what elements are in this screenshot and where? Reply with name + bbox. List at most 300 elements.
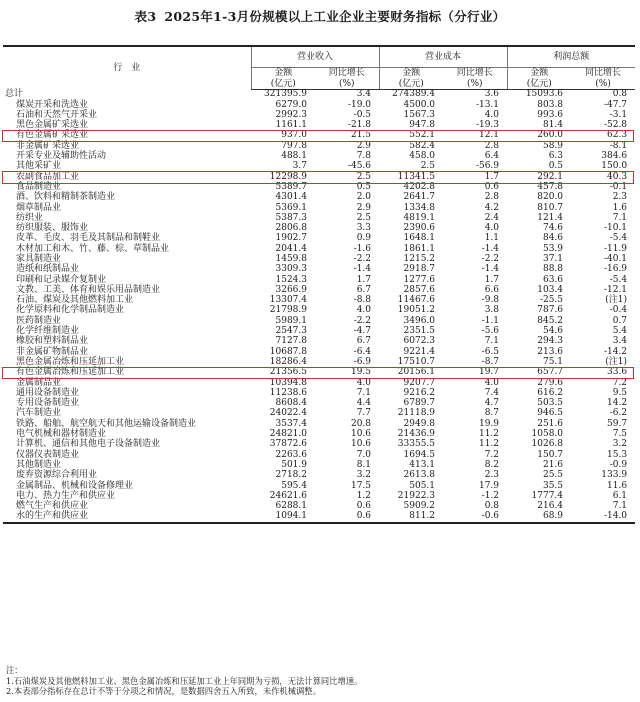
cost-growth: -5.6 (481, 326, 500, 337)
industry-name: 非金属矿采选业 (16, 140, 80, 151)
profit-growth: -0.1 (609, 181, 628, 192)
cost-header: 营业成本 (379, 46, 507, 68)
amount-header: 金额 (379, 68, 443, 79)
revenue-growth: 10.6 (350, 429, 372, 440)
cost-growth: 4.2 (484, 202, 500, 213)
profit-growth: 133.9 (601, 470, 628, 481)
table-row (3, 471, 635, 481)
table-row (3, 317, 635, 327)
cost-growth: -1.1 (481, 315, 500, 326)
cost-amount: 21118.9 (397, 408, 436, 419)
industry-name: 仪器仪表制造业 (16, 449, 80, 460)
revenue-growth: 10.6 (350, 439, 372, 450)
cost-amount: 6072.3 (403, 336, 436, 347)
growth-unit: (%) (315, 79, 379, 90)
table-row (3, 152, 635, 162)
table-row (3, 131, 635, 141)
cost-amount: 4202.8 (403, 181, 436, 192)
cost-amount: 274389.4 (392, 89, 436, 100)
cost-growth: 2.8 (484, 140, 500, 151)
profit-growth: 3.2 (612, 439, 628, 450)
revenue-growth: 21.5 (350, 130, 372, 141)
cost-growth: 19.7 (478, 367, 500, 378)
revenue-amount: 24621.6 (269, 490, 307, 501)
cost-amount: 9216.2 (403, 387, 436, 398)
revenue-amount: 7127.8 (275, 336, 307, 347)
industry-name: 铁路、船舶、航空航天和其他运输设备制造业 (16, 418, 197, 429)
revenue-growth: -6.4 (353, 346, 372, 357)
profit-amount: 1777.4 (531, 490, 564, 501)
table-row (3, 461, 635, 471)
cost-growth: 2.4 (484, 212, 500, 223)
cost-amount: 552.1 (409, 130, 436, 141)
profit-amount: 260.0 (537, 130, 564, 141)
revenue-amount: 21798.9 (269, 305, 307, 316)
profit-growth: -10.1 (603, 223, 628, 234)
profit-amount: 503.5 (537, 398, 564, 409)
revenue-amount: 6288.1 (275, 501, 307, 512)
cost-growth: 8.2 (484, 459, 500, 470)
profit-amount: 0.5 (548, 161, 564, 172)
table-row (3, 111, 635, 121)
table-row (3, 90, 635, 101)
revenue-growth: -2.2 (353, 315, 372, 326)
profit-amount: 35.5 (542, 480, 564, 491)
table-row (3, 450, 635, 460)
revenue-growth: 3.3 (356, 223, 372, 234)
cost-growth: 3.6 (484, 89, 500, 100)
revenue-growth: 4.4 (356, 398, 372, 409)
revenue-growth: 6.7 (356, 336, 372, 347)
industry-name: 皮革、毛皮、羽毛及其制品和制鞋业 (16, 233, 161, 244)
profit-growth: 7.2 (612, 377, 628, 388)
profit-growth: -14.2 (603, 346, 628, 357)
cost-growth: 4.0 (484, 223, 500, 234)
revenue-amount: 5369.1 (275, 202, 307, 213)
cost-amount: 1694.5 (403, 449, 436, 460)
table-title: 2025年1-3月份规模以上工业企业主要财务指标（分行业） (164, 9, 506, 24)
industry-name: 造纸和纸制品业 (16, 264, 80, 275)
table-row (3, 306, 635, 316)
industry-name: 金属制品、机械和设备修理业 (16, 480, 134, 491)
profit-amount: 75.1 (542, 356, 564, 367)
revenue-amount: 13307.4 (269, 295, 307, 306)
profit-growth: -16.9 (603, 264, 628, 275)
table-row (3, 255, 635, 265)
revenue-growth: 19.5 (350, 367, 372, 378)
revenue-amount: 4301.4 (275, 192, 307, 203)
industry-name: 烟草制品业 (16, 202, 62, 213)
industry-name: 家具制造业 (16, 254, 62, 264)
profit-growth: 0.7 (612, 315, 628, 326)
cost-growth: 4.0 (484, 377, 500, 388)
profit-amount: 15093.6 (525, 89, 564, 100)
revenue-amount: 3537.4 (275, 418, 307, 429)
revenue-amount: 321395.9 (264, 89, 307, 100)
industry-name: 木材加工和木、竹、藤、棕、草制品业 (16, 243, 170, 254)
profit-amount: 946.5 (537, 408, 564, 419)
profit-growth: -5.4 (609, 233, 628, 244)
revenue-growth: -45.6 (347, 161, 372, 172)
industry-name: 食品制造业 (16, 181, 62, 192)
profit-growth: -11.9 (603, 243, 628, 254)
table-label: 表3 (134, 9, 157, 24)
revenue-amount: 501.9 (281, 459, 307, 470)
table-row (3, 244, 635, 254)
industry-name: 其他制造业 (16, 459, 62, 470)
revenue-growth: 17.5 (350, 480, 372, 491)
profit-growth: -14.0 (571, 512, 635, 523)
profit-growth: -0.4 (609, 305, 628, 316)
financial-indicators-table (3, 45, 635, 524)
revenue-growth: 0.6 (315, 512, 379, 523)
cost-amount: 2918.7 (403, 264, 436, 275)
revenue-amount: 488.1 (281, 151, 307, 162)
revenue-amount: 6279.0 (275, 99, 307, 110)
profit-amount: 53.9 (542, 243, 564, 254)
profit-amount: 84.6 (542, 233, 564, 244)
revenue-growth: -6.9 (353, 356, 372, 367)
cost-growth: 1.7 (484, 274, 500, 285)
industry-name: 金属制品业 (16, 377, 62, 388)
amount-unit: (亿元) (251, 79, 315, 90)
profit-amount: 1058.0 (531, 429, 564, 440)
profit-growth: 40.3 (607, 171, 628, 182)
amount-header: 金额 (507, 68, 571, 79)
cost-growth: 2.8 (484, 192, 500, 203)
profit-growth: 2.3 (612, 192, 628, 203)
cost-amount: 11467.6 (397, 295, 436, 306)
revenue-growth: 7.8 (356, 151, 372, 162)
cost-amount: 5909.2 (403, 501, 436, 512)
table-row (3, 214, 635, 224)
profit-amount: 1026.8 (531, 439, 564, 450)
profit-amount: 657.7 (537, 367, 564, 378)
industry-name: 电气机械和器材制造业 (16, 429, 107, 440)
industry-name: 医药制造业 (16, 315, 62, 326)
revenue-amount: 2547.3 (275, 326, 307, 337)
revenue-growth: -8.8 (353, 295, 372, 306)
revenue-growth: 0.5 (356, 181, 372, 192)
table-row (3, 440, 635, 450)
table-row (3, 512, 635, 523)
profit-amount: 37.1 (542, 254, 564, 264)
revenue-amount: 1094.1 (251, 512, 315, 523)
cost-amount: 1567.3 (403, 109, 436, 120)
profit-growth: -5.4 (609, 274, 628, 285)
revenue-amount: 5389.7 (275, 181, 307, 192)
cost-growth: 6.4 (484, 151, 500, 162)
cost-amount: 2390.6 (403, 223, 436, 234)
cost-growth: 6.6 (484, 284, 500, 295)
industry-name: 文教、工美、体育和娱乐用品制造业 (16, 284, 161, 295)
industry-name: 纺织服装、服饰业 (16, 223, 89, 234)
cost-amount: 582.4 (409, 140, 436, 151)
revenue-amount: 1459.8 (275, 254, 307, 264)
revenue-growth: -21.8 (347, 120, 372, 131)
profit-amount: 58.9 (542, 140, 564, 151)
revenue-amount: 18286.4 (269, 356, 307, 367)
industry-name: 纺织业 (16, 212, 44, 223)
cost-amount: 811.2 (379, 512, 443, 523)
profit-growth: -3.1 (609, 109, 628, 120)
industry-name: 印刷和记录媒介复制业 (16, 274, 107, 285)
table-row (3, 234, 635, 244)
industry-name: 开采专业及辅助性活动 (16, 151, 107, 162)
table-row (3, 172, 635, 182)
cost-amount: 947.8 (409, 120, 436, 131)
profit-growth: 11.6 (607, 480, 628, 491)
profit-growth: -6.2 (609, 408, 628, 419)
profit-amount: 74.6 (542, 223, 564, 234)
industry-name: 石油、煤炭及其他燃料加工业 (16, 295, 134, 306)
profit-growth: 33.6 (607, 367, 628, 378)
profit-amount: 213.6 (537, 346, 564, 357)
cost-growth: -1.2 (481, 490, 500, 501)
cost-growth: 4.0 (484, 109, 500, 120)
cost-growth: 7.1 (484, 336, 500, 347)
cost-growth: 7.4 (484, 387, 500, 398)
profit-amount: 103.4 (537, 284, 564, 295)
note-1: 1.石油煤炭及其他燃料加工业、黑色金属冶炼和压延加工业上年同期为亏损，无法计算同比增速。 (6, 675, 363, 686)
cost-amount: 2.5 (420, 161, 436, 172)
revenue-growth: 3.4 (356, 89, 372, 100)
cost-growth: -8.7 (481, 356, 500, 367)
cost-growth: -56.9 (475, 161, 500, 172)
profit-amount: 63.6 (542, 274, 564, 285)
profit-growth: (注1) (605, 356, 628, 367)
industry-name: 石油和天然气开采业 (16, 109, 98, 120)
revenue-amount: 1524.3 (275, 274, 307, 285)
profit-amount: 820.0 (537, 192, 564, 203)
profit-growth: 7.1 (612, 501, 628, 512)
revenue-amount: 8608.4 (275, 398, 307, 409)
growth-unit: (%) (571, 79, 635, 90)
revenue-growth: -2.2 (353, 254, 372, 264)
industry-name: 汽车制造业 (16, 408, 62, 419)
profit-amount: 993.6 (537, 109, 564, 120)
cost-amount: 2857.6 (403, 284, 436, 295)
profit-growth: 3.4 (612, 336, 628, 347)
revenue-growth: 2.9 (356, 202, 372, 213)
profit-growth: 1.6 (612, 202, 628, 213)
industry-name: 农副食品加工业 (16, 171, 80, 182)
profit-growth: 5.4 (612, 326, 628, 337)
profit-growth: -47.7 (603, 99, 628, 110)
revenue-amount: 12298.9 (269, 171, 307, 182)
cost-amount: 413.1 (409, 459, 436, 470)
profit-growth: 150.0 (601, 161, 628, 172)
revenue-growth: 7.1 (356, 387, 372, 398)
industry-name: 燃气生产和供应业 (16, 501, 89, 512)
profit-growth: -12.1 (603, 284, 628, 295)
revenue-amount: 2992.3 (275, 109, 307, 120)
revenue-amount: 3266.9 (275, 284, 307, 295)
cost-amount: 9207.7 (403, 377, 436, 388)
revenue-amount: 937.0 (281, 130, 307, 141)
note-2: 2.本表部分指标存在总计不等于分项之和情况，是数据四舍五入所致，未作机械调整。 (6, 686, 321, 697)
revenue-growth: 7.0 (356, 449, 372, 460)
cost-growth: 2.3 (484, 470, 500, 481)
profit-amount: 803.8 (537, 99, 564, 110)
cost-amount: 20156.1 (397, 367, 436, 378)
profit-growth: 7.1 (612, 212, 628, 223)
amount-header: 金额 (251, 68, 315, 79)
cost-amount: 1334.8 (403, 202, 436, 213)
industry-name: 计算机、通信和其他电子设备制造业 (16, 439, 161, 450)
cost-amount: 1861.1 (403, 243, 436, 254)
cost-growth: 3.8 (484, 305, 500, 316)
revenue-growth: -1.6 (353, 243, 372, 254)
revenue-growth: -0.5 (353, 109, 372, 120)
notes-label: 注： (6, 665, 23, 675)
revenue-growth: 2.9 (356, 140, 372, 151)
cost-growth: 7.2 (484, 449, 500, 460)
profit-amount: 68.9 (507, 512, 571, 523)
revenue-amount: 24821.0 (269, 429, 307, 440)
table-row (3, 502, 635, 512)
revenue-growth: -19.0 (347, 99, 372, 110)
cost-growth: -1.4 (481, 264, 500, 275)
profit-growth: 15.3 (607, 449, 628, 460)
cost-growth: -0.6 (443, 512, 507, 523)
cost-amount: 4819.1 (403, 212, 436, 223)
cost-amount: 1215.2 (403, 254, 436, 264)
cost-growth: -2.2 (481, 254, 500, 264)
cost-growth: -9.8 (481, 295, 500, 306)
profit-growth: 14.2 (607, 398, 628, 409)
industry-name: 非金属矿物制品业 (16, 346, 89, 357)
cost-growth: -13.1 (475, 99, 500, 110)
revenue-growth: 2.5 (356, 212, 372, 223)
profit-amount: 88.8 (542, 264, 564, 275)
amount-unit: (亿元) (379, 79, 443, 90)
page-title (0, 7, 640, 25)
profit-amount: 279.6 (537, 377, 564, 388)
profit-header: 利润总额 (507, 46, 635, 68)
revenue-amount: 797.8 (281, 140, 307, 151)
industry-name: 酒、饮料和精制茶制造业 (16, 192, 116, 203)
revenue-growth: 3.2 (356, 470, 372, 481)
revenue-growth: 0.6 (356, 501, 372, 512)
revenue-growth: 0.9 (356, 233, 372, 244)
cost-amount: 19051.2 (397, 305, 436, 316)
table-row (3, 337, 635, 347)
industry-name: 化学原料和化学制品制造业 (16, 305, 125, 316)
table-row (3, 193, 635, 203)
cost-growth: 11.2 (478, 439, 500, 450)
table-row (3, 409, 635, 419)
revenue-amount: 2806.8 (275, 223, 307, 234)
profit-growth: -0.9 (609, 459, 628, 470)
revenue-amount: 10394.8 (269, 377, 307, 388)
industry-name: 化学纤维制造业 (16, 326, 80, 337)
cost-amount: 458.0 (409, 151, 436, 162)
table-body (3, 90, 635, 524)
profit-growth: -8.1 (609, 140, 628, 151)
revenue-amount: 5387.3 (275, 212, 307, 223)
revenue-amount: 11238.6 (269, 387, 307, 398)
cost-growth: 17.9 (478, 480, 500, 491)
profit-growth: 384.6 (601, 151, 628, 162)
cost-amount: 1277.6 (403, 274, 436, 285)
cost-growth: 0.6 (484, 181, 500, 192)
profit-growth: 6.1 (612, 490, 628, 501)
table-row (3, 265, 635, 275)
cost-amount: 33355.5 (397, 439, 436, 450)
revenue-header: 营业收入 (251, 46, 379, 68)
profit-growth: 59.7 (607, 418, 628, 429)
revenue-amount: 3309.3 (275, 264, 307, 275)
industry-name: 其他采矿业 (16, 161, 62, 172)
profit-growth: 0.8 (612, 89, 628, 100)
revenue-growth: 8.1 (356, 459, 372, 470)
revenue-amount: 595.4 (281, 480, 307, 491)
industry-header: 行 业 (3, 46, 251, 90)
revenue-amount: 1161.1 (275, 120, 307, 131)
cost-amount: 3496.0 (403, 315, 436, 326)
profit-amount: 25.5 (542, 470, 564, 481)
revenue-amount: 2041.4 (275, 243, 307, 254)
revenue-growth: 20.8 (350, 418, 372, 429)
revenue-growth: 4.0 (356, 305, 372, 316)
cost-amount: 21436.9 (397, 429, 436, 440)
industry-name: 电力、热力生产和供应业 (16, 490, 116, 501)
profit-growth: -52.8 (603, 120, 628, 131)
profit-amount: 81.4 (542, 120, 564, 131)
cost-amount: 17510.7 (397, 356, 436, 367)
industry-name: 废弃资源综合利用业 (16, 470, 98, 481)
growth-unit: (%) (443, 79, 507, 90)
cost-growth: 4.7 (484, 398, 500, 409)
profit-amount: 251.6 (537, 418, 564, 429)
profit-growth: 62.3 (607, 130, 628, 141)
revenue-growth: 1.2 (356, 490, 372, 501)
revenue-amount: 24022.4 (269, 408, 307, 419)
revenue-amount: 5989.1 (275, 315, 307, 326)
cost-growth: 19.9 (478, 418, 500, 429)
cost-amount: 505.1 (409, 480, 436, 491)
profit-amount: 845.2 (537, 315, 564, 326)
profit-growth: 9.5 (612, 387, 628, 398)
cost-amount: 2949.8 (403, 418, 436, 429)
cost-amount: 1648.1 (403, 233, 436, 244)
cost-amount: 2351.5 (403, 326, 436, 337)
table-row (3, 162, 635, 172)
profit-amount: 787.6 (537, 305, 564, 316)
revenue-amount: 10687.8 (269, 346, 307, 357)
cost-amount: 21922.3 (397, 490, 436, 501)
cost-growth: -6.5 (481, 346, 500, 357)
revenue-amount: 37872.6 (269, 439, 307, 450)
cost-growth: -19.3 (475, 120, 500, 131)
profit-amount: 294.3 (537, 336, 564, 347)
revenue-growth: 7.7 (356, 408, 372, 419)
profit-growth: (注1) (605, 295, 628, 306)
industry-name: 水的生产和供应业 (3, 512, 251, 523)
revenue-growth: 2.5 (356, 171, 372, 182)
table-row (3, 368, 635, 378)
industry-name: 专用设备制造业 (16, 398, 80, 409)
revenue-growth: 2.0 (356, 192, 372, 203)
industry-name: 有色金属矿采选业 (16, 130, 89, 141)
revenue-growth: -4.7 (353, 326, 372, 337)
profit-amount: 810.7 (537, 202, 564, 213)
profit-amount: -25.5 (539, 295, 564, 306)
revenue-growth: 1.7 (356, 274, 372, 285)
revenue-growth: -1.4 (353, 264, 372, 275)
industry-name: 通用设备制造业 (16, 387, 80, 398)
